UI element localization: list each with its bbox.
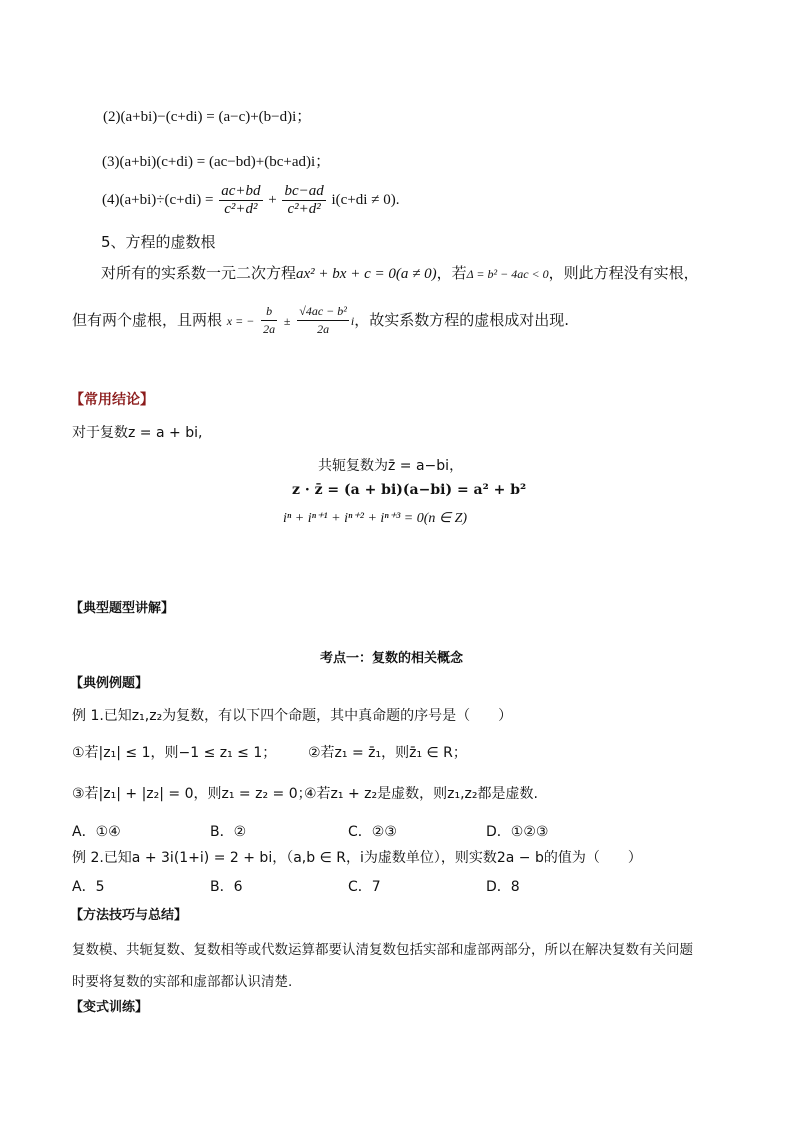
example1-option-c[interactable]: C．②③ [348, 824, 397, 840]
formula-subtraction-text: (2)(a+bi)−(c+di) = (a−c)+(b−d)i； [103, 109, 312, 125]
root-fraction-real-den: 2a [263, 322, 276, 336]
method-line2: 时要将复数的实部和虚部都认识清楚. [72, 974, 293, 990]
division-fraction-imag-den: c²+d² [287, 201, 321, 217]
root-fraction-imag-den: 2a [317, 322, 330, 336]
root-fraction-real [261, 303, 277, 338]
example1-proposition-1: ①若|z₁| ≤ 1，则−1 ≤ z₁ ≤ 1； [72, 745, 277, 761]
example2-option-c[interactable]: C．7 [348, 879, 381, 895]
section5-line2 [72, 303, 569, 338]
example2-stem: 例 2.已知a + 3i(1+i) = 2 + bi，（a,b ∈ R，i为虚数单位），则实数2a − b的值为（ ） [72, 850, 642, 866]
section5-heading: 5、方程的虚数根 [101, 233, 216, 251]
division-fraction-imag-num: bc−ad [284, 183, 324, 199]
variant-heading: 【变式训练】 [70, 1000, 149, 1015]
plus-minus: ± [283, 314, 291, 328]
example1-proposition-4: ④若z₁ + z₂是虚数，则z₁,z₂都是虚数. [304, 786, 538, 802]
section5-line1-b: ，若 [436, 264, 467, 282]
imaginary-unit: i [350, 314, 355, 328]
root-fraction-real-num: b [261, 303, 277, 321]
division-fraction-real [219, 183, 262, 218]
example1-stem: 例 1.已知z₁,z₂为复数，有以下四个命题，其中真命题的序号是（ ） [72, 708, 513, 724]
example2-option-d[interactable]: D．8 [486, 879, 520, 895]
formula-multiplication-text: (3)(a+bi)(c+di) = (ac−bd)+(bc+ad)i； [102, 154, 331, 170]
formula-multiplication [102, 150, 330, 171]
method-line1: 复数模、共轭复数、复数相等或代数运算都要认清复数包括实部和虚部两部分，所以在解决复数有关问题 [72, 942, 693, 958]
division-fraction-real-den: c²+d² [224, 201, 258, 217]
point-title: 考点一：复数的相关概念 [320, 651, 464, 666]
power-sum-identity: iⁿ + iⁿ⁺¹ + iⁿ⁺² + iⁿ⁺³ = 0(n ∈ Z) [283, 511, 468, 526]
formula-division: (4)(a+bi)÷(c+di) = $\frac{ac+bd}{\text{c²+d²}}$ + $\frac{bc-ad}{\text{c²+d²}}$ i(c+di ≠ 0). [102, 183, 400, 217]
section5-line1 [101, 262, 699, 283]
example1-option-d[interactable]: D．①②③ [486, 824, 549, 840]
section5-line1-a: 对所有的实系数一元二次方程 [101, 264, 297, 282]
root-lead: x = − [226, 314, 255, 328]
conjugate-definition: 共轭复数为z̄ = a−bi， [318, 458, 464, 474]
conclusion-heading: 【常用结论】 [70, 392, 154, 408]
example1-option-b[interactable]: B．② [210, 824, 247, 840]
typical-heading: 【典型题型讲解】 [70, 601, 175, 616]
root-fraction-imag [297, 303, 349, 338]
formula-division-lead: (4)(a+bi)÷(c+di) = [102, 191, 214, 208]
example1-proposition-2: ②若z₁ = z̄₁，则z̄₁ ∈ R； [308, 745, 467, 761]
division-fraction-imag [282, 183, 325, 218]
example-heading: 【典例例题】 [70, 676, 149, 691]
example1-proposition-3: ③若|z₁| + |z₂| = 0，则z₁ = z₂ = 0； [72, 786, 312, 802]
example1-option-a[interactable]: A．①④ [72, 824, 121, 840]
example2-option-a[interactable]: A．5 [72, 879, 105, 895]
formula-division-tail: i(c+di ≠ 0). [331, 191, 400, 208]
section5-line2-b: ，故实系数方程的虚根成对出现. [354, 311, 569, 329]
section5-line1-c: ，则此方程没有实根， [548, 264, 699, 282]
division-fraction-real-num: ac+bd [221, 183, 261, 199]
method-heading: 【方法技巧与总结】 [70, 908, 188, 923]
quadratic-equation: ax² + bx + c = 0(a ≠ 0) [296, 266, 437, 282]
formula-subtraction [103, 105, 311, 126]
conclusion-intro: 对于复数z = a + bi, [72, 425, 203, 441]
root-fraction-imag-num: √4ac − b² [297, 303, 349, 321]
conjugate-product: z · z̄ = (a + bi)(a−bi) = a² + b² [292, 482, 527, 498]
discriminant: Δ = b² − 4ac < 0 [466, 267, 549, 281]
section5-line2-a: 但有两个虚根，且两根 [72, 311, 223, 329]
example2-option-b[interactable]: B．6 [210, 879, 243, 895]
